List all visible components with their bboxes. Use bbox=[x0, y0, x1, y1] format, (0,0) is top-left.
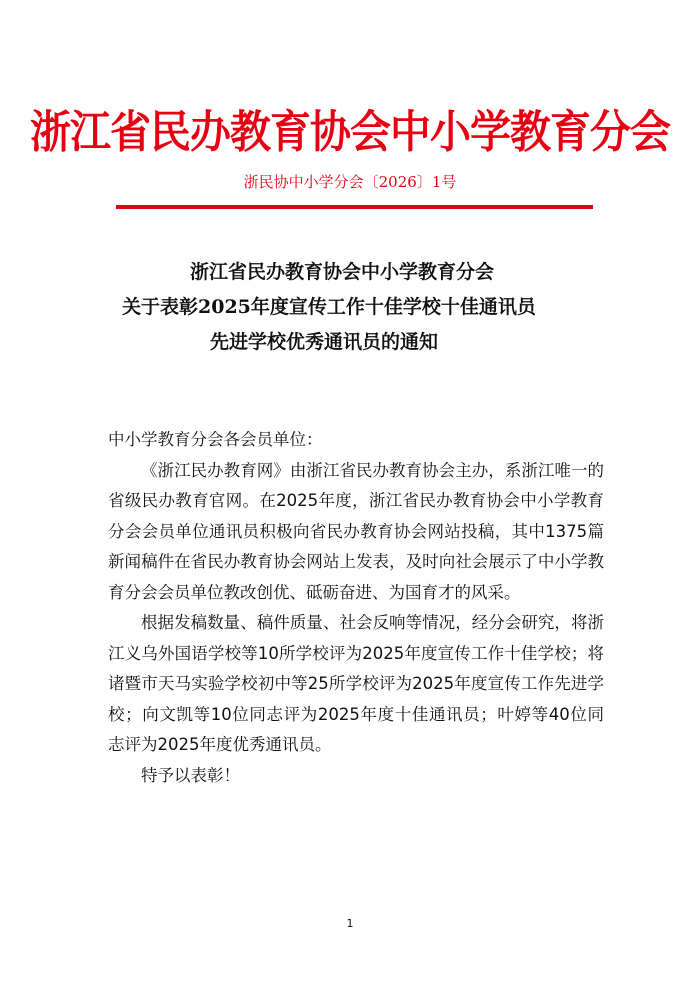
closing-line: 特予以表彰！ bbox=[141, 765, 240, 785]
page-number: 1 bbox=[346, 917, 354, 930]
body-paragraph-1: 《浙江民办教育网》由浙江省民办教育协会主办，系浙江唯一的省级民办教育官网。在2025年度，浙江省民办教育协会中小学教育分会会员单位通讯员积极向省民办教育协会网站投稿，其中1375篇新闻稿件在省民办教育协会网站上发表，及时向社会展示了中小学教育分会会员单位教改创优、砥砺奋进、为国育才的风采。 bbox=[108, 460, 604, 602]
title-line-3: 先进学校优秀通讯员的通知 bbox=[210, 331, 439, 353]
organization-header: 浙江省民办教育协会中小学教育分会 bbox=[30, 106, 670, 158]
red-divider-line bbox=[116, 205, 593, 209]
salutation: 中小学教育分会各会员单位： bbox=[108, 430, 323, 449]
notice-title bbox=[110, 255, 590, 360]
title-line-2: 关于表彰2025年度宣传工作十佳学校十佳通讯员 bbox=[122, 296, 536, 318]
document-number: 浙民协中小学分会〔2026〕1号 bbox=[243, 173, 457, 191]
notice-body bbox=[108, 425, 604, 791]
body-paragraph-2: 根据发稿数量、稿件质量、社会反响等情况，经分会研究，将浙江义乌外国语学校等10所学校评为2025年度宣传工作十佳学校；将诸暨市天马实验学校初中等25所学校评为2025年度宣传工作先进学校；向文凯等10位同志评为2025年度十佳通讯员；叶婷等40位同志评为2025年度优秀通讯员。 bbox=[108, 613, 604, 754]
title-line-1: 浙江省民办教育协会中小学教育分会 bbox=[190, 261, 495, 283]
